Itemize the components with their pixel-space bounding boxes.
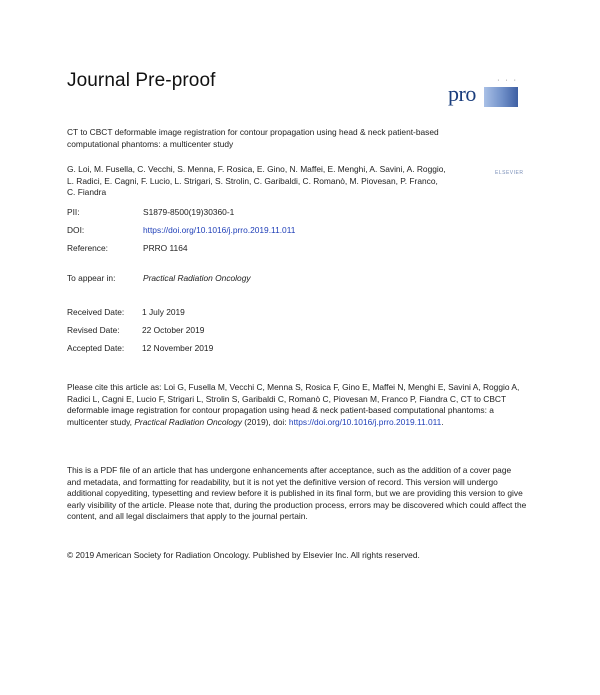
logo-wordmark: pro bbox=[448, 81, 476, 106]
citation-journal: Practical Radiation Oncology bbox=[134, 416, 242, 427]
meta-doi-link[interactable]: https://doi.org/10.1016/j.prro.2019.11.011 bbox=[143, 225, 296, 235]
citation-year: (2019), doi: bbox=[244, 416, 287, 427]
meta-pii-label: PII: bbox=[67, 207, 80, 217]
citation-suffix: . bbox=[441, 416, 444, 427]
meta-revised-value: 22 October 2019 bbox=[142, 325, 205, 335]
meta-reference-value: PRRO 1164 bbox=[143, 243, 188, 253]
meta-doi-label: DOI: bbox=[67, 225, 85, 235]
pre-proof-notice: This is a PDF file of an article that has undergone enhancements after acceptance, such as the addition of a cover page and metadata, and formatting for readability, but it is not yet the definitive version of record. This version will undergo additional copyediting, typesetting and review before it is published in its final form, but we are providing this version to give early visibility of the article. Please note that, during the production process, errors may be discovered which could affect the content, and all legal disclaimers that apply to the journal pertain. bbox=[67, 465, 527, 522]
citation-doi-link[interactable]: https://doi.org/10.1016/j.prro.2019.11.011 bbox=[288, 416, 442, 427]
article-title: CT to CBCT deformable image registration for contour propagation using head & neck patient-based computational phantoms: a multicenter study bbox=[67, 127, 439, 149]
citation-text: Please cite this article as: Loi G, Fusella M, Vecchi C, Menna S, Rosica F, Gino E, Maffei N, Menghi E, Savini A, Roggio A, Radici L, Cagni E, Lucio F, Strigari L, Strolin S, Garibaldi C, Romanò C, Piovesan M, Franco P, Fiandra C, CT to CBCT deformable image registration for contour propagation using head & neck patient-based computational phantoms: a multicenter study, bbox=[67, 382, 520, 427]
meta-received-value: 1 July 2019 bbox=[142, 307, 185, 317]
meta-appear-value: Practical Radiation Oncology bbox=[143, 273, 251, 283]
journal-pre-proof-title: Journal Pre-proof bbox=[67, 70, 216, 91]
meta-received-label: Received Date: bbox=[67, 307, 125, 317]
meta-appear-label: To appear in: bbox=[67, 273, 116, 283]
meta-revised-label: Revised Date: bbox=[67, 325, 120, 335]
journal-logo bbox=[446, 77, 520, 109]
elsevier-side-mark: ELSEVIER bbox=[495, 170, 524, 176]
logo-dots: · · · bbox=[497, 77, 518, 84]
meta-accepted-label: Accepted Date: bbox=[67, 343, 125, 353]
logo-gradient-block bbox=[484, 87, 518, 107]
meta-accepted-value: 12 November 2019 bbox=[142, 343, 214, 353]
meta-reference-label: Reference: bbox=[67, 243, 108, 253]
citation-paragraph bbox=[67, 382, 522, 428]
copyright-notice: © 2019 American Society for Radiation Oncology. Published by Elsevier Inc. All rights reserved. bbox=[67, 550, 420, 560]
author-list: G. Loi, M. Fusella, C. Vecchi, S. Menna, F. Rosica, E. Gino, N. Maffei, E. Menghi, A. Savini, A. Roggio, L. Radici, E. Cagni, F. Lucio, L. Strigari, S. Strolin, C. Garibaldi, C. Romanò, M. Piovesan, P. Franco, C. Fiandra bbox=[67, 164, 446, 198]
meta-pii-value: S1879-8500(19)30360-1 bbox=[143, 207, 235, 217]
